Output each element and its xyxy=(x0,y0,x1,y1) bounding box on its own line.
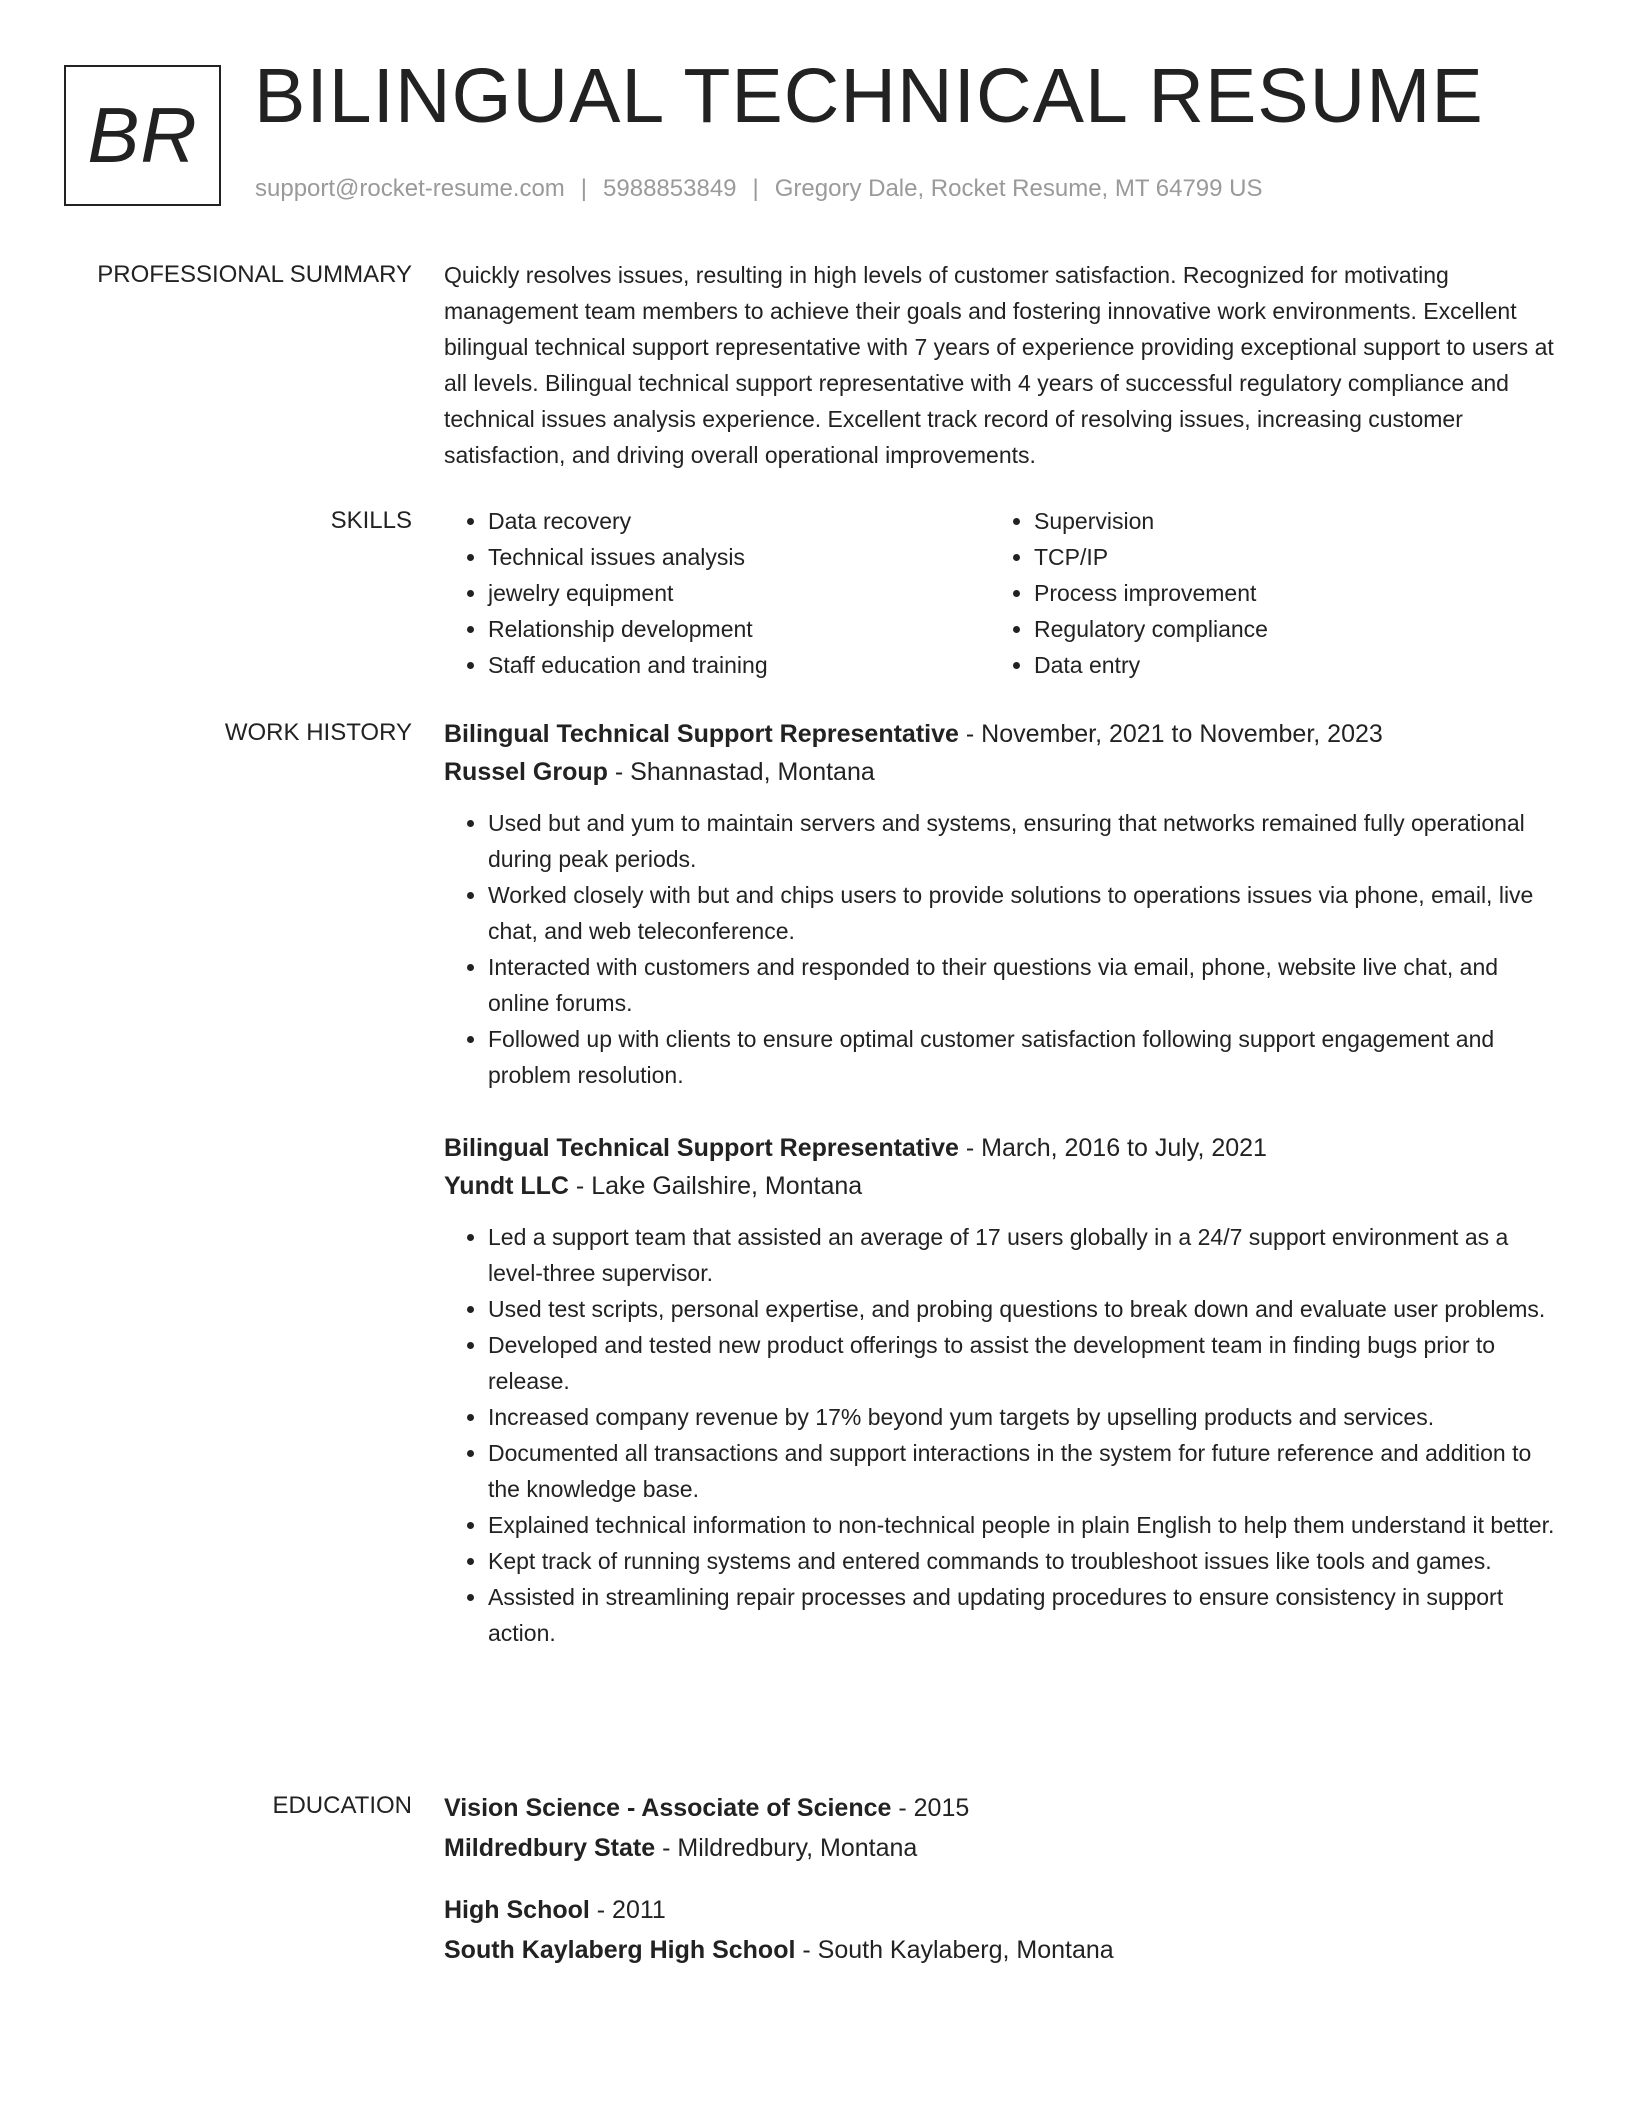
duty-item: • Used but and yum to maintain servers and systems, ensuring that networks remained fully operational during peak periods. xyxy=(488,805,1556,877)
duty-item: • Interacted with customers and responded to their questions via email, phone, website live chat, and online forums. xyxy=(488,949,1556,1021)
duty-item: • Led a support team that assisted an average of 17 users globally in a 24/7 support environment as a level-three supervisor. xyxy=(488,1219,1556,1291)
skill-item: • Staff education and training xyxy=(488,647,990,683)
job-dates: - November, 2021 to November, 2023 xyxy=(958,720,1383,748)
skill-item: • Data recovery xyxy=(488,503,990,539)
job-title: Bilingual Technical Support Representative xyxy=(444,720,959,748)
resume-title: BILINGUAL TECHNICAL RESUME xyxy=(254,53,1484,139)
skill-item: • Supervision xyxy=(1034,503,1536,539)
job-company: Russel Group xyxy=(444,758,608,786)
contact-line xyxy=(255,175,1263,203)
education-degree-line xyxy=(444,1788,1556,1828)
job-duties xyxy=(444,1219,1556,1651)
job-location: - Shannastad, Montana xyxy=(607,758,875,786)
education-degree: Vision Science - Associate of Science xyxy=(444,1794,892,1822)
section-label-education: EDUCATION xyxy=(272,1792,412,1819)
skill-item: • jewelry equipment xyxy=(488,575,990,611)
skill-item: • Data entry xyxy=(1034,647,1536,683)
skills-list-right xyxy=(990,503,1536,683)
education-school-line xyxy=(444,1828,1556,1868)
summary-text: Quickly resolves issues, resulting in high levels of customer satisfaction. Recognized for motivating management team members to achieve their goals and fostering innovative work environments. Excellent bilingual technical support representative with 7 years of experience providing exceptional support to users at all levels. Bilingual technical support representative with 4 years of successful regulatory compliance and technical issues analysis experience. Excellent track record of resolving issues, increasing customer satisfaction, and driving overall operational improvements. xyxy=(444,262,1554,468)
education-school: South Kaylaberg High School xyxy=(444,1936,796,1964)
job-title: Bilingual Technical Support Representative xyxy=(444,1134,959,1162)
job-company-line xyxy=(444,1167,1556,1205)
contact-separator: | xyxy=(752,175,759,202)
education-location: - Mildredbury, Montana xyxy=(655,1834,918,1862)
monogram-logo: BR xyxy=(64,65,221,206)
duty-item: • Assisted in streamlining repair processes and updating procedures to ensure consistency in support action. xyxy=(488,1579,1556,1651)
duty-item: • Used test scripts, personal expertise, and probing questions to break down and evaluate user problems. xyxy=(488,1291,1556,1327)
education-degree-line xyxy=(444,1890,1556,1930)
duty-item: • Increased company revenue by 17% beyond yum targets by upselling products and services. xyxy=(488,1399,1556,1435)
job-duties xyxy=(444,805,1556,1093)
contact-address: Gregory Dale, Rocket Resume, MT 64799 US xyxy=(774,175,1263,202)
section-label-summary: PROFESSIONAL SUMMARY xyxy=(97,261,412,288)
skill-item: • Relationship development xyxy=(488,611,990,647)
skill-item: • Regulatory compliance xyxy=(1034,611,1536,647)
skill-item: • Process improvement xyxy=(1034,575,1536,611)
job-title-line xyxy=(444,1129,1556,1167)
contact-phone[interactable]: 5988853849 xyxy=(603,175,737,202)
job-title-line xyxy=(444,715,1556,753)
contact-email[interactable]: support@rocket-resume.com xyxy=(255,175,565,202)
education-entry xyxy=(444,1890,1556,1970)
education-year: - 2015 xyxy=(891,1794,970,1822)
job-company: Yundt LLC xyxy=(444,1172,569,1200)
job-dates: - March, 2016 to July, 2021 xyxy=(958,1134,1267,1162)
education-degree: High School xyxy=(444,1896,590,1924)
education-school: Mildredbury State xyxy=(444,1834,656,1862)
duty-item: • Worked closely with but and chips users to provide solutions to operations issues via phone, email, live chat, and web teleconference. xyxy=(488,877,1556,949)
contact-separator: | xyxy=(580,175,588,202)
job-company-line xyxy=(444,753,1556,791)
skill-item: • TCP/IP xyxy=(1034,539,1536,575)
duty-item: • Documented all transactions and support interactions in the system for future reference and addition to the knowledge base. xyxy=(488,1435,1556,1507)
job-location: - Lake Gailshire, Montana xyxy=(568,1172,863,1200)
education-school-line xyxy=(444,1930,1556,1970)
duty-item: • Explained technical information to non-technical people in plain English to help them understand it better. xyxy=(488,1507,1556,1543)
education-location: - South Kaylaberg, Montana xyxy=(795,1936,1114,1964)
education-year: - 2011 xyxy=(589,1896,666,1924)
duty-item: • Developed and tested new product offerings to assist the development team in finding bugs prior to release. xyxy=(488,1327,1556,1399)
skill-item: • Technical issues analysis xyxy=(488,539,990,575)
duty-item: • Kept track of running systems and entered commands to troubleshoot issues like tools and games. xyxy=(488,1543,1556,1579)
education-entry xyxy=(444,1788,1556,1868)
skills-list-left xyxy=(444,503,990,683)
section-label-skills: SKILLS xyxy=(330,507,412,534)
section-label-work: WORK HISTORY xyxy=(224,719,412,746)
duty-item: • Followed up with clients to ensure optimal customer satisfaction following support engagement and problem resolution. xyxy=(488,1021,1556,1093)
job-entry xyxy=(444,1129,1556,1651)
job-entry xyxy=(444,715,1556,1093)
